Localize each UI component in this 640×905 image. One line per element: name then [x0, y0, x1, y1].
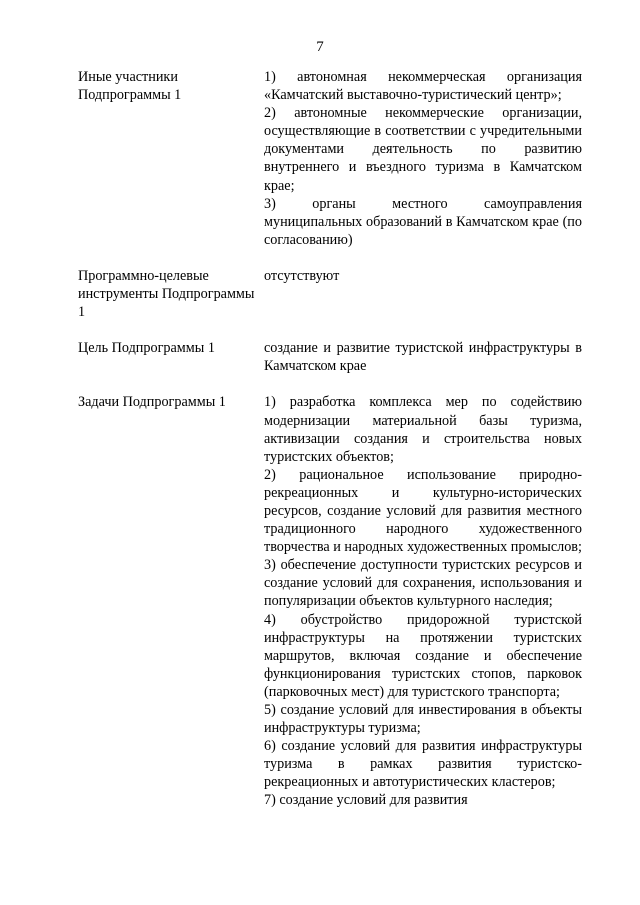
row-label: Цель Подпрограммы 1	[78, 340, 215, 357]
row-label: Задачи Подпрограммы 1	[78, 394, 226, 411]
instruments-item-1: отсутствуют	[264, 267, 340, 284]
row-value	[264, 393, 582, 809]
participant-item-3: 3) органы местного самоуправления муниципальных образований в Камчатском крае (по согласованию)	[264, 195, 582, 248]
task-item-2: 2) рациональное использование природно-рекреационных и культурно-исторических ресурсов, создание условий для развития местного традиционного народного художественного творчества и народных художественных промыслов;	[264, 466, 582, 556]
row-goal	[78, 339, 582, 375]
row-other-participants	[78, 68, 582, 249]
row-program-instruments	[78, 267, 582, 321]
row-label: Иные участники Подпрограммы 1	[78, 69, 182, 104]
row-label: Программно-целевые инструменты Подпрограммы 1	[78, 267, 255, 321]
passport-table	[78, 68, 582, 828]
task-item-3: 3) обеспечение доступности туристских ресурсов и создание условий для сохранения, использования и популяризации объектов культурного наследия;	[264, 557, 582, 610]
page-number: 7	[316, 39, 324, 55]
row-value	[264, 267, 582, 321]
goal-item-1: создание и развитие туристской инфраструктуры в Камчатском крае	[264, 340, 582, 375]
task-item-5: 5) создание условий для инвестирования в объекты инфраструктуры туризма;	[264, 702, 582, 737]
task-item-7: 7) создание условий для развития	[264, 792, 468, 809]
row-value	[264, 339, 582, 375]
row-tasks	[78, 393, 582, 809]
task-item-1: 1) разработка комплекса мер по содействию модернизации материальной базы туризма, активизации создания и строительства новых туристских объектов;	[264, 394, 582, 465]
row-value	[264, 68, 582, 249]
task-item-6: 6) создание условий для развития инфраструктуры туризма в рамках развития туристско-рекреационных и автотуристических кластеров;	[264, 738, 582, 791]
participant-item-2: 2) автономные некоммерческие организации, осуществляющие в соответствии с учредительными документами деятельность по развитию внутреннего и въездного туризма в Камчатском крае;	[264, 105, 582, 194]
participant-item-1: 1) автономная некоммерческая организация «Камчатский выставочно-туристический центр»;	[264, 69, 582, 104]
task-item-4: 4) обустройство придорожной туристской инфраструктуры на протяжении туристских маршрутов, включая создание и обеспечение функционирования туристских стопов, парковок (парковочных мест) для туристского транспорта;	[264, 611, 582, 700]
